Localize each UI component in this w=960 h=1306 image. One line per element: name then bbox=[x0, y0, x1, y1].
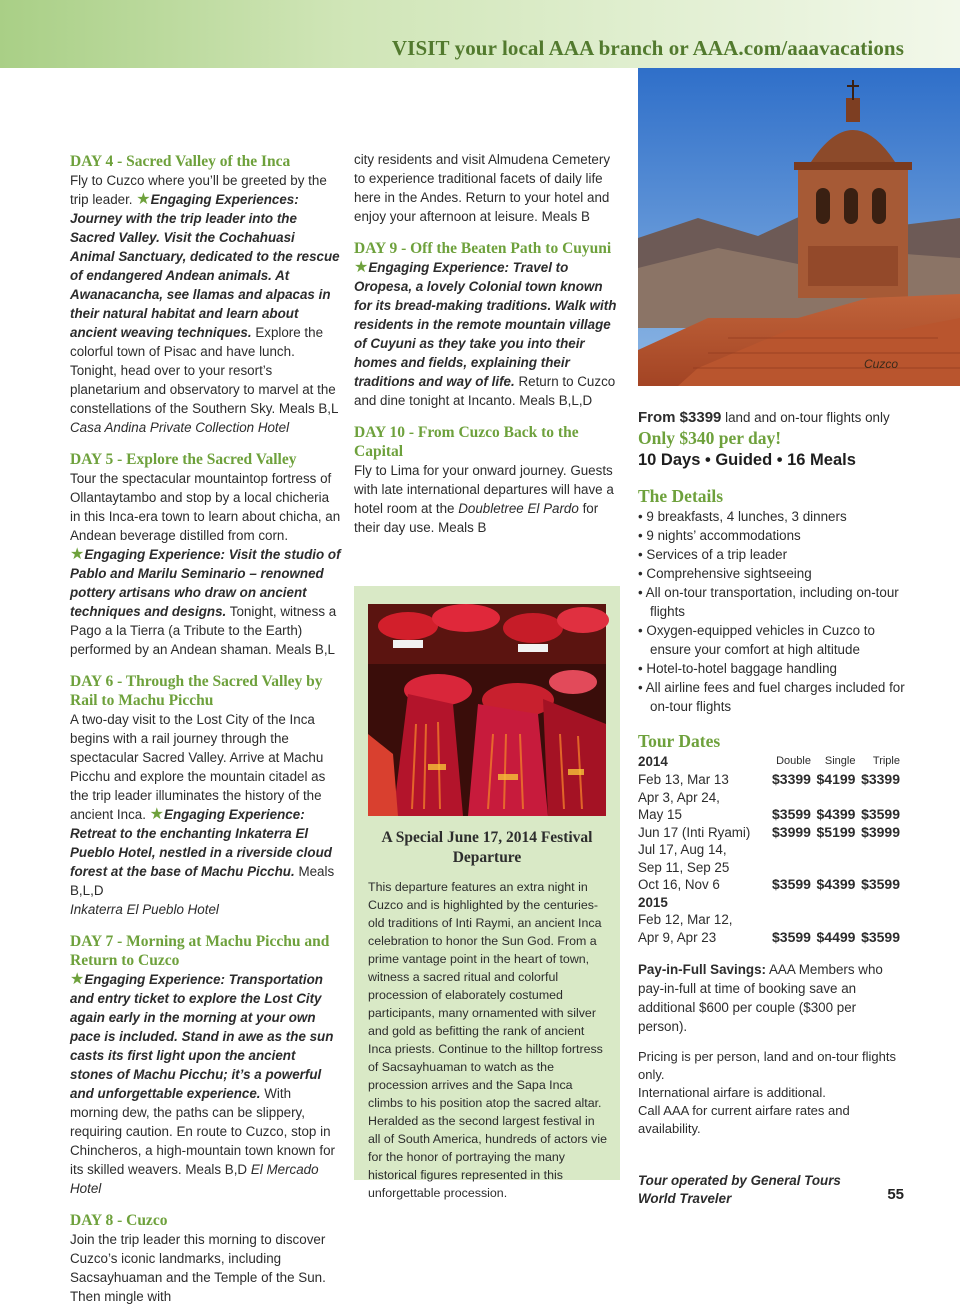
table-row bbox=[638, 859, 900, 877]
star-icon: ★ bbox=[149, 806, 165, 823]
price-cell: $3999 bbox=[861, 823, 900, 840]
tour-summary: 10 Days • Guided • 16 Meals bbox=[638, 451, 856, 469]
price-cell bbox=[855, 859, 900, 877]
day-7-engaging: Engaging Experience: Transportation and entry ticket to explore the Lost City again early in the morning at your own pace is included. Stand in awe as the sun casts its first light upon the ancient stones of Machu Picchu; it’s a powerful and unforgettable experience. bbox=[70, 972, 334, 1101]
day-10-heading: DAY 10 - From Cuzco Back to the Capital bbox=[354, 424, 579, 460]
list-item: • 9 breakfasts, 4 lunches, 3 dinners bbox=[638, 509, 847, 524]
day-4-engaging: Engaging Experiences: Journey with the trip leader into the Sacred Valley. Visit the Cochahuasi Animal Sanctuary, dedicated to the rescue of endangered Andean animals. At Awanacancha, see llamas and alpacas in their natural habitat and learn about ancient weaving techniques. bbox=[70, 192, 340, 340]
list-item: • Oxygen-equipped vehicles in Cuzco to ensure your comfort at high altitude bbox=[638, 623, 875, 657]
day-9-heading: DAY 9 - Off the Beaten Path to Cuyuni bbox=[354, 240, 612, 257]
itinerary-column-2 bbox=[354, 150, 620, 537]
details-list bbox=[638, 507, 908, 716]
price-cell bbox=[766, 911, 811, 929]
savings-note: Pay-in-Full Savings: AAA Members who pay-in-full at time of booking save an additional $600 per couple ($300 per person). bbox=[638, 962, 883, 1034]
star-icon: ★ bbox=[70, 971, 85, 988]
day-6-hotel: Inkaterra El Pueblo Hotel bbox=[70, 902, 219, 917]
price-cell bbox=[766, 789, 811, 807]
table-row bbox=[638, 771, 900, 789]
table-row bbox=[638, 824, 900, 842]
pricing-note: Pricing is per person, land and on-tour flights only. International airfare is additional. Call AAA for current airfare rates and availability. bbox=[638, 1049, 896, 1136]
list-item: • 9 nights’ accommodations bbox=[638, 528, 801, 543]
price-cell bbox=[811, 859, 856, 877]
list-item: • Comprehensive sightseeing bbox=[638, 566, 812, 581]
day-8-heading: DAY 8 - Cuzco bbox=[70, 1212, 168, 1229]
list-item: • Services of a trip leader bbox=[638, 547, 788, 562]
price-cell: $3399 bbox=[861, 771, 900, 787]
tour-date-cell: Jun 17 (Inti Ryami) bbox=[638, 824, 751, 840]
day-4-heading: DAY 4 - Sacred Valley of the Inca bbox=[70, 153, 291, 170]
list-item: • All airline fees and fuel charges included for on-tour flights bbox=[638, 680, 905, 714]
day-4-hotel: Casa Andina Private Collection Hotel bbox=[70, 420, 290, 435]
price-cell: $3599 bbox=[772, 806, 811, 822]
tour-date-cell: May 15 bbox=[638, 807, 682, 822]
tour-date-cell: Apr 3, Apr 24, bbox=[638, 789, 720, 805]
tour-date-cell: Oct 16, Nov 6 bbox=[638, 877, 720, 892]
day-10-body: Fly to Lima for your onward journey. Guests with late international departures will have a hotel room at the Doubletree El Pardo for their day use. Meals B bbox=[354, 463, 614, 535]
tour-date-cell: Feb 12, Mar 12, bbox=[638, 912, 733, 927]
tour-date-cell: Sep 11, Sep 25 bbox=[638, 859, 730, 875]
price-cell bbox=[855, 894, 900, 912]
itinerary-column-1 bbox=[70, 152, 342, 1306]
price-cell: $4399 bbox=[816, 876, 856, 892]
price-cell: $5199 bbox=[816, 823, 856, 840]
price-cell bbox=[855, 841, 900, 859]
tour-dates-heading: Tour Dates bbox=[638, 731, 721, 751]
table-header-cell: Triple bbox=[872, 755, 900, 767]
day-6-body: A two-day visit to the Lost City of the Inca begins with a rail journey through the spectacular Sacred Valley. Arrive at Machu Picchu and explore the mountain citadel as the trip leader illuminates the history of the ancient Inca. ★Engaging Experience: Retreat to the enchanting Inkaterra El Pueblo Hotel, nestled in a riverside cloud forest at the base of Machu Picchu. Meals B,L,D bbox=[70, 712, 335, 898]
star-icon: ★ bbox=[354, 259, 369, 276]
tour-date-cell: 2015 bbox=[638, 894, 668, 910]
price-from: From $3399 land and on-tour flights only bbox=[638, 409, 890, 426]
day-5-heading: DAY 5 - Explore the Sacred Valley bbox=[70, 451, 297, 468]
star-icon: ★ bbox=[70, 546, 85, 563]
star-icon: ★ bbox=[136, 191, 151, 208]
table-row bbox=[638, 841, 900, 859]
price-cell: $3399 bbox=[772, 771, 811, 787]
page-number: 55 bbox=[887, 1186, 904, 1203]
price-cell bbox=[766, 894, 811, 912]
tour-date-cell: Jul 17, Aug 14, bbox=[638, 842, 727, 857]
price-cell bbox=[811, 841, 856, 859]
pricing-column bbox=[638, 408, 908, 1208]
day-8-body: Join the trip leader this morning to discover Cuzco’s iconic landmarks, including Sacsayhuaman and the Temple of the Sun. Then mingle with bbox=[70, 1232, 326, 1304]
festival-sidebar bbox=[354, 586, 620, 1200]
price-cell bbox=[766, 841, 811, 859]
price-cell: $3599 bbox=[861, 806, 900, 822]
price-cell bbox=[855, 911, 900, 929]
price-cell bbox=[811, 894, 856, 912]
day-7-heading: DAY 7 - Morning at Machu Picchu and Return to Cuzco bbox=[70, 933, 330, 969]
tour-operator: Tour operated by General Tours World Traveler bbox=[638, 1173, 841, 1206]
details-heading: The Details bbox=[638, 486, 724, 506]
table-header-cell: Double bbox=[776, 755, 811, 767]
day-4-body: Fly to Cuzco where you’ll be greeted by the trip leader. ★Engaging Experiences: Journey with the trip leader into the Sacred Valley. Visit the Cochahuasi Animal Sanctuary, dedicated to the rescue of endangered Andean animals. At Awanacancha, see llamas and alpacas in their natural habitat and learn about ancient weaving techniques. Explore the colorful town of Pisac and have lunch. Tonight, head over to your resort’s planetarium and observatory to marvel at the constellations of the Southern Sky. Meals B,L bbox=[70, 173, 340, 416]
tour-dates-table bbox=[638, 752, 900, 946]
table-row bbox=[638, 894, 900, 912]
festival-title: A Special June 17, 2014 Festival Departure bbox=[381, 829, 593, 866]
day-7-hotel: El Mercado Hotel bbox=[70, 1162, 319, 1196]
table-header-cell: Single bbox=[824, 755, 856, 767]
price-cell: $3999 bbox=[772, 823, 811, 840]
day-6-engaging: Engaging Experience: Retreat to the enchanting Inkaterra El Pueblo Hotel, nestled in a riverside cloud forest at the base of Machu Picchu. bbox=[70, 807, 332, 879]
list-item: • All on-tour transportation, including on-tour flights bbox=[638, 585, 899, 619]
table-row bbox=[638, 789, 900, 807]
day-5-engaging: Engaging Experience: Visit the studio of Pablo and Marilu Seminario – renowned pottery artisans who draw on ancient techniques and designs. bbox=[70, 547, 341, 619]
table-header-row bbox=[638, 752, 900, 771]
day-9-body: ★Engaging Experience: Travel to Oropesa, a lovely Colonial town known for its bread-making traditions. Walk with residents in the remote mountain village of Cuyuni as they take you into their homes and fields, explaining their traditions and way of life. Return to Cuzco and dine tonight at Incanto. Meals B,L,D bbox=[354, 259, 617, 408]
price-cell bbox=[855, 789, 900, 807]
table-header-cell: 2014 bbox=[638, 754, 668, 769]
tour-date-cell: Apr 9, Apr 23 bbox=[638, 929, 717, 945]
price-cell: $3599 bbox=[861, 876, 900, 892]
price-per-day: Only $340 per day! bbox=[638, 428, 782, 448]
header-banner bbox=[0, 0, 960, 68]
day-7-body: ★Engaging Experience: Transportation and entry ticket to explore the Lost City again early in the morning at your own pace is included. Stand in awe as the sun casts its first light upon the ancient stones of Machu Picchu; it’s a powerful and unforgettable experience. With morning dew, the paths can be slippery, requiring caution. En route to Cuzco, stop in Chincheros, a high-mountain town known for its skilled weavers. Meals B,D El Mercado Hotel bbox=[70, 971, 335, 1196]
table-row bbox=[638, 929, 900, 947]
day-8-body-continued: city residents and visit Almudena Cemetery to experience traditional facets of daily life here in the Andes. Return to your hotel and enjoy your afternoon at leisure. Meals B bbox=[354, 152, 611, 224]
price-cell bbox=[766, 859, 811, 877]
day-5-body: Tour the spectacular mountaintop fortress of Ollantaytambo and stop by a local chicheria in this Inca-era town to learn about chicha, an Andean beverage distilled from corn. ★Engaging Experience: Visit the studio of Pablo and Marilu Seminario – renowned pottery artisans who draw on ancient techniques and designs. Tonight, witness a Pago a la Tierra (a Tribute to the Earth) performed by an Andean shaman. Meals B,L bbox=[70, 471, 341, 657]
price-cell bbox=[811, 911, 856, 929]
table-row bbox=[638, 911, 900, 929]
price-cell: $3599 bbox=[772, 876, 811, 892]
price-cell bbox=[811, 789, 856, 807]
price-cell: $4199 bbox=[816, 771, 856, 787]
price-cell: $3599 bbox=[772, 928, 811, 945]
list-item: • Hotel-to-hotel baggage handling bbox=[638, 661, 837, 676]
price-cell: $4499 bbox=[816, 928, 856, 945]
tour-date-cell: Feb 13, Mar 13 bbox=[638, 772, 729, 787]
day-9-engaging: Engaging Experience: Travel to Oropesa, a lovely Colonial town known for its bread-making traditions. Walk with residents in the remote mountain village of Cuyuni as they take you into their homes and fields, explaining their traditions and way of life. bbox=[354, 260, 617, 389]
day-6-heading: DAY 6 - Through the Sacred Valley by Rail to Machu Picchu bbox=[70, 673, 323, 709]
cuzco-photo bbox=[638, 68, 960, 386]
photo-caption: Cuzco bbox=[863, 357, 898, 371]
table-row bbox=[638, 876, 900, 894]
festival-photo bbox=[368, 604, 606, 816]
table-row bbox=[638, 806, 900, 824]
price-cell: $3599 bbox=[861, 928, 900, 945]
price-cell: $4399 bbox=[816, 806, 856, 822]
festival-body: This departure features an extra night in Cuzco and is highlighted by the centuries-old traditions of Inti Raymi, an ancient Inca celebration to honor the Sun God. From a prime vantage point in the heart of town, witness a sacred ritual and colorful procession of elaborately costumed participants, many ornamented with silver and gold as befitting the rank of ancient Inca priests. Continue to the hilltop fortress of Sacsayhuaman to watch as the procession arrives and the Sapa Inca climbs to his position atop the sacred altar. Heralded as the second largest festival in all of South America, hundreds of actors vie for the honor of portraying the many historical figures represented in this unforgettable procession. bbox=[368, 880, 607, 1200]
banner-text: VISIT your local AAA branch or AAA.com/aaavacations bbox=[391, 36, 904, 60]
